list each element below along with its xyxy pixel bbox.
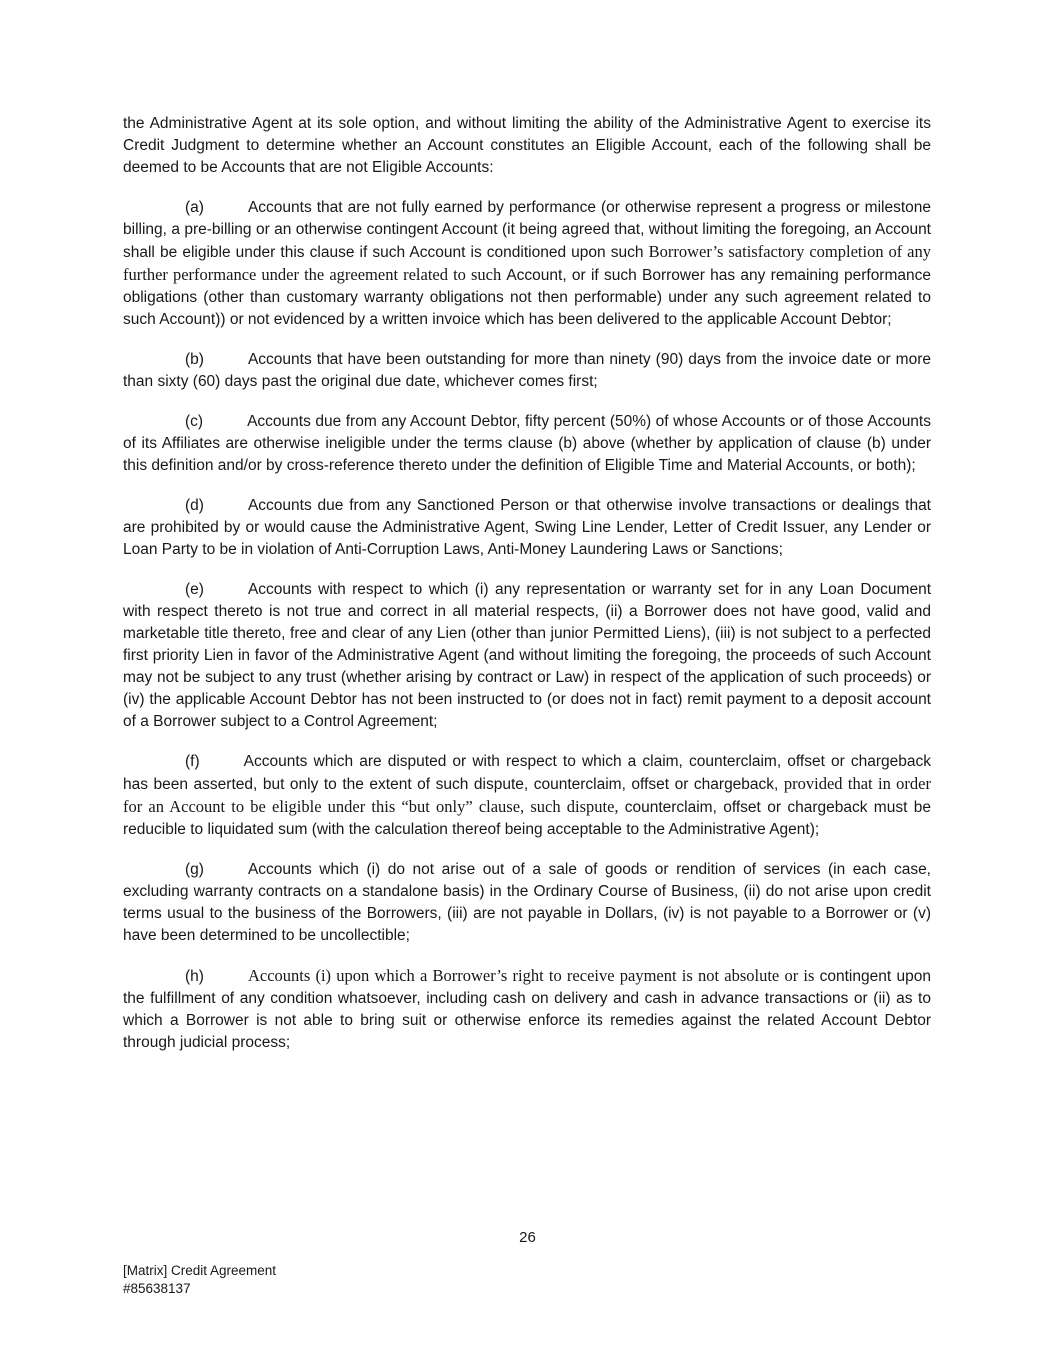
paragraph-c: [123, 411, 931, 477]
paragraph-label: (d): [185, 497, 204, 514]
paragraph-label: (h): [185, 968, 204, 985]
footer-document-id: #85638137: [123, 1280, 191, 1296]
paragraph-text: Account, or if such Borrower has any remaining performance obligations (other than customary warranty obligations not then performable) under any such agreement related to such Account)) or not evidenced by a written invoice which has been delivered to the applicable Account Debtor;: [123, 267, 931, 328]
paragraph-label: (b): [185, 351, 204, 368]
paragraph-text: Accounts which (i) do not arise out of a sale of goods or rendition of services (in each case, excluding warranty contracts on a standalone basis) in the Ordinary Course of Business, (ii) do not arise upon credit terms usual to the business of the Borrowers, (iii) are not payable in Dollars, (iv) is not payable to a Borrower or (v) have been determined to be uncollectible;: [123, 861, 931, 944]
paragraph-list: [123, 197, 931, 1054]
paragraph-g: [123, 859, 931, 947]
paragraph-text: Accounts (i) upon which a Borrower’s right to receive payment is not absolute or is: [247, 966, 820, 985]
paragraph-text: counterclaim, offset or chargeback must be reducible to liquidated sum (with the calculation thereof being acceptable to the Administrative Agent);: [123, 799, 931, 838]
paragraph-b: [123, 349, 931, 393]
paragraph-text: contingent upon the fulfillment of any condition whatsoever, including cash on delivery and cash in advance transactions or (ii) as to which a Borrower is not able to bring suit or otherwise enforce its remedies against the related Account Debtor through judicial process;: [123, 968, 931, 1051]
paragraph-text: provided that in order for an Account to be eligible under this “but only” clause, such dispute,: [123, 774, 931, 816]
paragraph-text: Borrower’s satisfactory completion of any further performance under the agreement related to such: [123, 242, 931, 284]
paragraph-text: Accounts that are not fully earned by performance (or otherwise represent a progress or milestone billing, a pre-billing or an otherwise contingent Account (it being agreed that, without limiting the foregoing, an Account shall be eligible under this clause if such Account is conditioned upon such: [123, 199, 931, 261]
intro-paragraph: the Administrative Agent at its sole option, and without limiting the ability of the Administrative Agent to exercise its Credit Judgment to determine whether an Account constitutes an Eligible Account, each of the following shall be deemed to be Accounts that are not Eligible Accounts:: [123, 115, 931, 176]
paragraph-text: Accounts with respect to which (i) any representation or warranty set for in any Loan Document with respect thereto is not true and correct in all material respects, (ii) a Borrower does not have good, valid and marketable title thereto, free and clear of any Lien (other than junior Permitted Liens), (iii) is not subject to a perfected first priority Lien in favor of the Administrative Agent (and without limiting the foregoing, the proceeds of such Account may not be subject to any trust (whether arising by contract or Law) in respect of the application of such proceeds) or (iv) the applicable Account Debtor has not been instructed to (or does not in fact) remit payment to a deposit account of a Borrower subject to a Control Agreement;: [123, 581, 931, 730]
paragraph-h: [123, 965, 931, 1054]
paragraph-text: Accounts due from any Sanctioned Person or that otherwise involve transactions or dealings that are prohibited by or would cause the Administrative Agent, Swing Line Lender, Letter of Credit Issuer, any Lender or Loan Party to be in violation of Anti-Corruption Laws, Anti-Money Laundering Laws or Sanctions;: [123, 497, 931, 558]
page-number: 26: [519, 1229, 536, 1246]
paragraph-label: (a): [185, 199, 204, 216]
footer-document-title: [Matrix] Credit Agreement: [123, 1263, 277, 1278]
paragraph-a: [123, 197, 931, 331]
paragraph-label: (c): [185, 413, 204, 430]
paragraph-text: Accounts which are disputed or with respect to which a claim, counterclaim, offset or chargeback has been asserted, but only to the extent of such dispute, counterclaim, offset or chargeback,: [123, 753, 931, 793]
paragraph-text: Accounts that have been outstanding for more than ninety (90) days from the invoice date or more than sixty (60) days past the original due date, whichever comes first;: [123, 351, 931, 390]
paragraph-text: Accounts due from any Account Debtor, fifty percent (50%) of whose Accounts or of those Accounts of its Affiliates are otherwise ineligible under the terms clause (b) above (whether by application of clause (b) under this definition and/or by cross-reference thereto under the definition of Eligible Time and Material Accounts, or both);: [123, 413, 931, 474]
paragraph-label: (f): [185, 753, 200, 770]
paragraph-e: [123, 579, 931, 733]
paragraph-f: [123, 751, 931, 841]
paragraph-d: [123, 495, 931, 561]
paragraph-label: (g): [185, 861, 204, 878]
paragraph-label: (e): [185, 581, 204, 598]
document-body: [123, 113, 931, 1054]
document-footer: [123, 1262, 276, 1297]
